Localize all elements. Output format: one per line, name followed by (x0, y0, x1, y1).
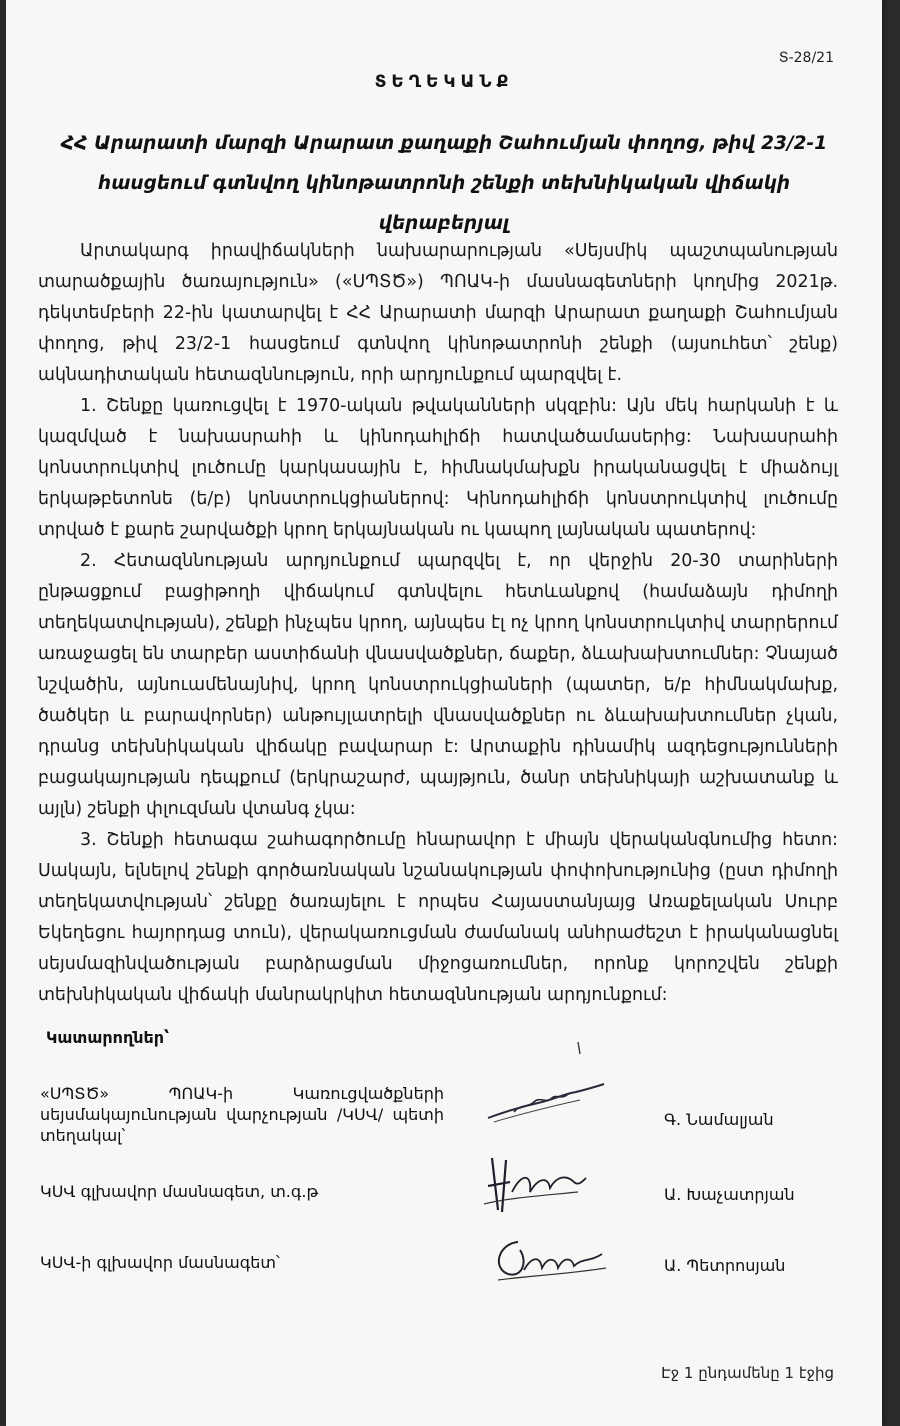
signature-1 (484, 1078, 609, 1126)
performer-role-2: ԿՍՎ գլխավոր մասնագետ, տ.գ.թ (40, 1182, 319, 1201)
paragraph-3: 3. Շենքի հետագա շահագործումը հնարավոր է միայն վերականգնումից հետո: Սակայն, ելնելով շենքի գործառնական նշանակության փոփոխությունից (ըստ դիմողի տեղեկատվության՝ շենքը ծառայելու է որպես Հայաստանյայց Առաքելական Սուրբ Եկեղեցու հայորդաց տուն), վերակառուցման ժամանակ անհրաժեշտ է իրականացնել սեյսմազինվածության բարձրացման միջոցառումներ, որոնք կորոշվեն շենքի տեխնիկական վիճակի մանրակրկիտ հետազննության արդյունքում: (38, 830, 838, 1005)
performer-name-2: Ա. Խաչատրյան (664, 1185, 795, 1204)
pen-mark (576, 1040, 584, 1056)
performer-name-3: Ա. Պետրոսյան (664, 1256, 786, 1275)
page-footer: Էջ 1 ընդամենը 1 էջից (661, 1364, 834, 1382)
subtitle-line-1: ՀՀ Արարատի մարզի Արարատ քաղաքի Շահումյան փողոց, թիվ 23/2-1 (60, 133, 828, 154)
paragraph-1: 1. Շենքը կառուցվել է 1970-ական թվականների սկզբին: Այն մեկ հարկանի է և կազմված է նախասրահի և կինոդահլիճի հատվածամասերից: Նախասրահի կոնստրուկտիվ լուծումը կարկասային է, հիմնակմախքն իրականացվել է միաձույլ երկաթբետոնե (ե/բ) կոնստրուկցիաներով: Կինոդահլիճի կոնստրուկտիվ լուծումը տրված է քարե շարվածքի կրող երկայնական ու կապող լայնական պատերով: (38, 396, 838, 540)
signature-2 (478, 1152, 593, 1218)
paragraph-intro: Արտակարգ իրավիճակների նախարարության «Սեյսմիկ պաշտպանության տարածքային ծառայություն» («ՍՊՏԾ») ՊՈԱԿ-ի մասնագետների կողմից 2021թ. դեկտեմբերի 22-ին կատարվել է ՀՀ Արարատի մարզի Արարատ քաղաքի Շահումյան փողոց, թիվ 23/2-1 հասցեում գտնվող կինոթատրոնի շենքի (այսուհետ՝ շենք) ակնադիտական հետազննություն, որի արդյունքում պարզվել է. (38, 241, 838, 385)
signature-3 (488, 1232, 613, 1288)
performer-name-1: Գ. Նամալյան (664, 1110, 774, 1129)
performers-label: Կատարողներ՝ (46, 1028, 170, 1047)
document-page (6, 0, 882, 1426)
paragraph-2: 2. Հետազննության արդյունքում պարզվել է, որ վերջին 20-30 տարիների ընթացքում բացիթողի վիճակում գտնվելու հետևանքով (համաձայն դիմողի տեղեկատվության), շենքի ինչպես կրող, այնպես էլ ոչ կրող կոնստրուկտիվ տարրերում առաջացել են տարբեր աստիճանի վնասվածքներ, ճաքեր, ձևախախտումներ: Չնայած նշվածին, այնուամենայնիվ, կրող կոնստրուկցիաների (պատեր, ե/բ հիմնակմախք, ծածկեր և բարավորներ) անթույլատրելի վնասվածքներ ու ձևախախտումներ չկան, դրանց տեխնիկական վիճակը բավարար է: Արտաքին դինամիկ ազդեցությունների բացակայության դեպքում (երկրաշարժ, պայթյուն, ծանր տեխնիկայի աշխատանք և այլն) շենքի փլուզման վտանգ չկա: (38, 551, 838, 819)
document-title: ՏԵՂԵԿԱՆՔ (374, 72, 514, 92)
document-code: Տ-28/21 (778, 50, 834, 66)
performer-role-3: ԿՍՎ-ի գլխավոր մասնագետ՝ (40, 1253, 280, 1272)
document-body (38, 236, 838, 1011)
subtitle-line-2: հասցեում գտնվող կինոթատրոնի շենքի տեխնիկական վիճակի վերաբերյալ (97, 173, 791, 234)
performer-role-1: «ՍՊՏԾ» ՊՈԱԿ-ի Կառուցվածքների սեյսմակայունության վարչության /ԿՍՎ/ պետի տեղակալ՝ (40, 1084, 444, 1145)
document-subtitle (46, 124, 842, 244)
